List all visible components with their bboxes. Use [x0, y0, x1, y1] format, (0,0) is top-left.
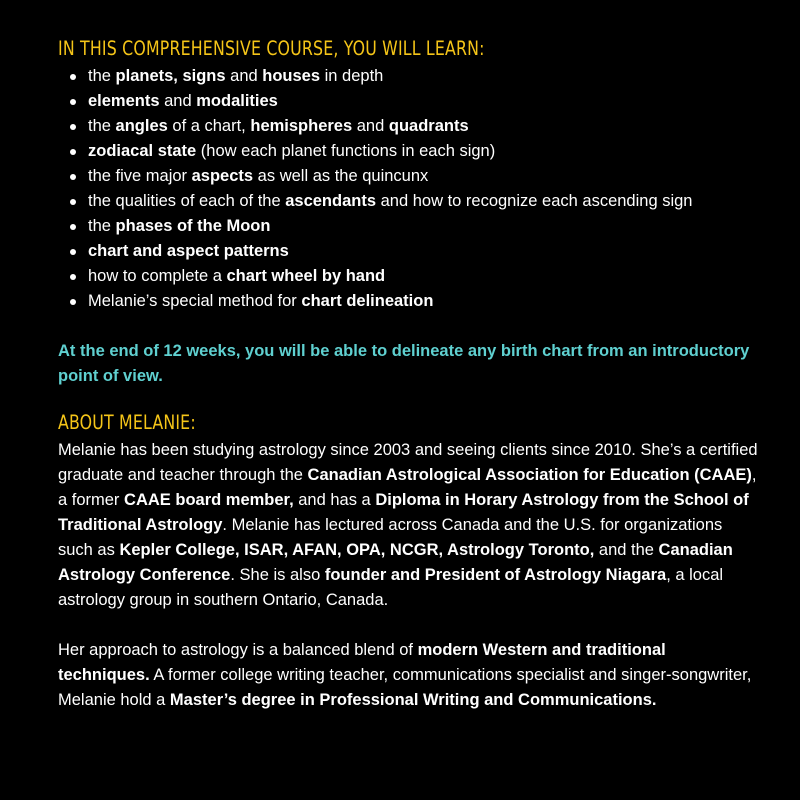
list-item [58, 289, 758, 314]
text-segment: the qualities of each of the [88, 192, 286, 210]
text-segment: of a chart, [167, 117, 251, 135]
bullet-icon [70, 249, 76, 255]
list-item [58, 214, 758, 239]
text-segment: and [159, 92, 197, 110]
bold-text: ascendants [285, 192, 377, 210]
text-segment: , a former [58, 466, 757, 509]
about-heading: ABOUT MELANIE: [58, 411, 196, 434]
bullet-icon [70, 99, 76, 105]
list-item [58, 264, 758, 289]
bold-text: chart delineation [301, 292, 434, 310]
about-paragraph-2 [58, 638, 758, 713]
bold-text: angles [115, 117, 168, 135]
text-segment: . She is also [230, 566, 325, 584]
bold-text: phases of the Moon [115, 217, 271, 235]
text-segment: , a local astrology group in southern Ontario, Canada. [58, 566, 724, 609]
bold-text: houses [262, 67, 321, 85]
text-segment: Melanie has been studying astrology since 2003 and seeing clients since 2010. She’s a certified graduate and teacher through the [58, 441, 758, 484]
course-heading: IN THIS COMPREHENSIVE COURSE, YOU WILL LEARN: [58, 37, 485, 60]
bold-text: Kepler College, ISAR, AFAN, OPA, NCGR, Astrology Toronto, [119, 541, 595, 559]
list-item [58, 189, 758, 214]
about-paragraph-1 [58, 438, 758, 613]
text-segment: Her approach to astrology is a balanced blend of [58, 641, 418, 659]
bold-text: zodiacal state [88, 142, 197, 160]
course-outcome: At the end of 12 weeks, you will be able to delineate any birth chart from an introductory point of view. [58, 342, 750, 385]
bold-text: modern Western and traditional techniques. [58, 641, 666, 684]
bullet-icon [70, 174, 76, 180]
text-segment: the [88, 217, 116, 235]
bullet-icon [70, 199, 76, 205]
bold-text: quadrants [388, 117, 469, 135]
bold-text: Master’s degree in Professional Writing and Communications. [169, 691, 657, 709]
bold-text: modalities [196, 92, 278, 110]
text-segment: (how each planet functions in each sign) [196, 142, 496, 160]
course-info-page [58, 36, 758, 713]
bold-text: aspects [191, 167, 254, 185]
text-segment: and the [594, 541, 659, 559]
text-segment: and how to recognize each ascending sign [376, 192, 693, 210]
text-segment: the five major [88, 167, 192, 185]
bold-text: founder and President of Astrology Niagara [324, 566, 667, 584]
bold-text: CAAE board member, [124, 491, 294, 509]
bullet-icon [70, 149, 76, 155]
text-segment: . Melanie has lectured across Canada and the U.S. for organizations such as [58, 516, 723, 559]
bullet-icon [70, 74, 76, 80]
text-segment: A former college writing teacher, communications specialist and singer-songwriter, Melanie hold a [58, 666, 752, 709]
list-item [58, 239, 758, 264]
text-segment: how to complete a [88, 267, 227, 285]
bold-text: elements [88, 92, 160, 110]
text-segment: in depth [320, 67, 384, 85]
text-segment: and has a [293, 491, 376, 509]
bullet-icon [70, 224, 76, 230]
bullet-icon [70, 274, 76, 280]
text-segment: the [88, 67, 116, 85]
bold-text: Diploma in Horary Astrology from the School of Traditional Astrology [58, 491, 749, 534]
list-item [58, 89, 758, 114]
list-item [58, 139, 758, 164]
bold-text: chart and aspect patterns [88, 242, 289, 260]
bullet-icon [70, 299, 76, 305]
text-segment: and [352, 117, 389, 135]
bold-text: hemispheres [250, 117, 353, 135]
text-segment: Melanie’s special method for [88, 292, 302, 310]
learn-list [58, 64, 758, 314]
bold-text: Canadian Astrology Conference [58, 541, 733, 584]
text-segment: as well as the quincunx [253, 167, 429, 185]
list-item [58, 164, 758, 189]
bold-text: Canadian Astrological Association for Education (CAAE) [307, 466, 752, 484]
bold-text: planets, signs [115, 67, 226, 85]
text-segment: and [225, 67, 263, 85]
list-item [58, 114, 758, 139]
bullet-icon [70, 124, 76, 130]
bold-text: chart wheel by hand [226, 267, 386, 285]
text-segment: the [88, 117, 116, 135]
list-item [58, 64, 758, 89]
